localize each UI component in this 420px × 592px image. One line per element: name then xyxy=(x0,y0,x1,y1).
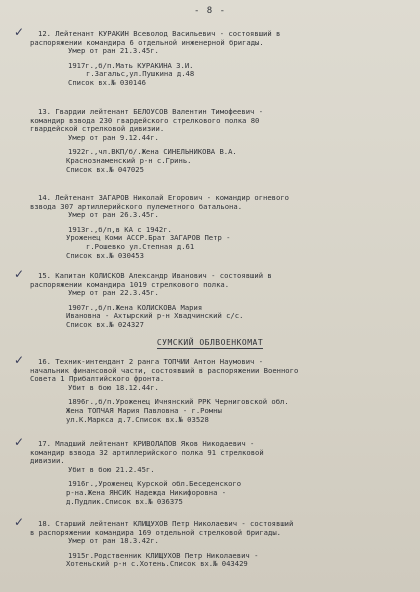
entry-text-line: Умер от ран 26.3.45г. xyxy=(68,211,159,220)
entry-text-line: Совета 1 Прибалтийского фронта. xyxy=(30,375,165,384)
entry-detail-line: 1913г.,б/п,в КА с 1942г. xyxy=(68,225,172,234)
entry-16 xyxy=(14,353,414,424)
entry-text-line: командир взвода 32 артиллерийского полка 91 стрелковой xyxy=(30,448,264,457)
entry-detail-line: 1922г.,чл.ВКП/б/.Жена СИНЕЛЬНИКОВА В.А. xyxy=(68,148,237,157)
entry-text-line: дивизии. xyxy=(30,457,65,466)
entry-detail-line: 1915г.Родственник КЛИЩУХОВ Петр Николаевич - xyxy=(68,551,259,560)
entry-detail-line: 1916г.,Уроженец Курской обл.Беседенского xyxy=(68,480,242,489)
entry-17 xyxy=(14,435,414,506)
entry-detail-line: г.Загальс,ул.Пушкина д.48 xyxy=(86,70,195,79)
entry-text-line: Убит в бою 18.12.44г. xyxy=(68,383,159,392)
entry-text-line: гвардейской стрелковой дивизии. xyxy=(30,125,165,134)
check-mark-icon: ✓ xyxy=(14,435,25,449)
entry-detail-line: 1917г.,б/п.Мать КУРАКИНА З.И. xyxy=(68,61,194,70)
entry-text-line: Умер от ран 9.12.44г. xyxy=(68,133,159,142)
entry-15 xyxy=(14,267,414,330)
section-title xyxy=(0,338,420,347)
entry-detail-line: Список вх.№ 030146 xyxy=(68,78,146,87)
check-mark-icon: ✓ xyxy=(14,25,25,39)
entry-18 xyxy=(14,515,414,569)
entry-text-line: 12. Лейтенант КУРАКИН Всеволод Васильевич - состоявший в xyxy=(38,30,281,38)
entry-text-line: 13. Гвардии лейтенант БЕЛОУСОВ Валентин Тимофеевич - xyxy=(38,108,264,116)
entry-text-line: 14. Лейтенант ЗАГАРОВ Николай Егорович - командир огневого xyxy=(38,194,289,202)
section-title-text: СУМСКИЙ ОБЛВОЕНКОМАТ xyxy=(156,338,264,347)
entry-detail-line: Уроженец Коми АССР.Брат ЗАГАРОВ Петр - xyxy=(66,234,231,243)
entry-detail-line: 1896г.,б/п.Уроженец Ичнянский РРК Черниговской обл. xyxy=(68,398,289,407)
entry-text-line: 17. Младший лейтенант КРИВОЛАПОВ Яков Никодаевич - xyxy=(38,440,255,448)
entry-text-line: Умер от ран 22.3.45г. xyxy=(68,289,159,298)
entry-detail-line: р-на.Жена ЯНСИК Надежда Никифоровна - xyxy=(66,488,227,497)
entry-text-line: 15. Капитан КОЛИСКОВ Александр Иванович - состоявший в xyxy=(38,272,272,280)
entry-14 xyxy=(18,194,414,260)
entry-text-line: 16. Техник-интендант 2 ранга ТОПЧИЙ Антон Наумович - xyxy=(38,358,264,366)
entry-detail-line: Ивановна - Ахтырский р-н Хвадчинский с/с. xyxy=(66,312,244,321)
page-number: - 8 - xyxy=(193,6,227,16)
entry-text-line: Умер от ран 18.3.42г. xyxy=(68,537,159,546)
entry-text-line: распоряжении командира 1019 стрелкового полка. xyxy=(30,280,230,289)
check-mark-icon xyxy=(14,192,28,204)
entry-detail-line: ул.К.Маркса д.7.Список вх.№ 03528 xyxy=(66,415,209,424)
check-mark-icon xyxy=(14,106,28,118)
entry-detail-line: Жена ТОПЧАЯ Мария Павловна - г.Ромны xyxy=(66,406,222,415)
entry-detail-line: Список вх.№ 030453 xyxy=(66,251,144,260)
check-mark-icon: ✓ xyxy=(14,267,25,281)
entry-text-line: взвода 307 артиллерийского пулеметного батальона. xyxy=(30,202,243,211)
entry-detail-line: Список вх.№ 047025 xyxy=(66,165,144,174)
entry-text-line: Умер от ран 21.3.45г. xyxy=(68,47,159,56)
entry-12 xyxy=(14,25,414,88)
entry-text-line: командир взвода 230 гвардейского стрелкового полка 80 xyxy=(30,116,260,125)
entry-text-line: 18. Старший лейтенант КЛИЩУХОВ Петр Николаевич - состоявший xyxy=(38,520,294,528)
entry-text-line: начальник финансовой части, состоявший в распоряжении Военного xyxy=(30,366,299,375)
entry-13 xyxy=(18,108,414,174)
entry-text-line: распоряжении командира 6 отдельной инженерной бригады. xyxy=(30,38,264,47)
entry-detail-line: г.Рошевко ул.Степная д.61 xyxy=(86,242,195,251)
check-mark-icon: ✓ xyxy=(14,515,25,529)
entry-detail-line: 1907г.,б/п.Жена КОЛИСКОВА Мария xyxy=(68,303,203,312)
entry-text-line: Убит в бою 21.2.45г. xyxy=(68,465,155,474)
entry-detail-line: Список вх.№ 024327 xyxy=(66,320,144,329)
entry-text-line: в распоряжении командира 169 отдельной стрелковой бригады. xyxy=(30,528,281,537)
entry-detail-line: Хотеньский р-н с.Хотень.Список вх.№ 043429 xyxy=(66,560,248,569)
check-mark-icon: ✓ xyxy=(14,353,25,367)
entry-detail-line: Краснознаменский р-н с.Гринь. xyxy=(66,156,192,165)
entry-detail-line: д.Пудлик.Список вх.№ 036375 xyxy=(66,497,183,506)
